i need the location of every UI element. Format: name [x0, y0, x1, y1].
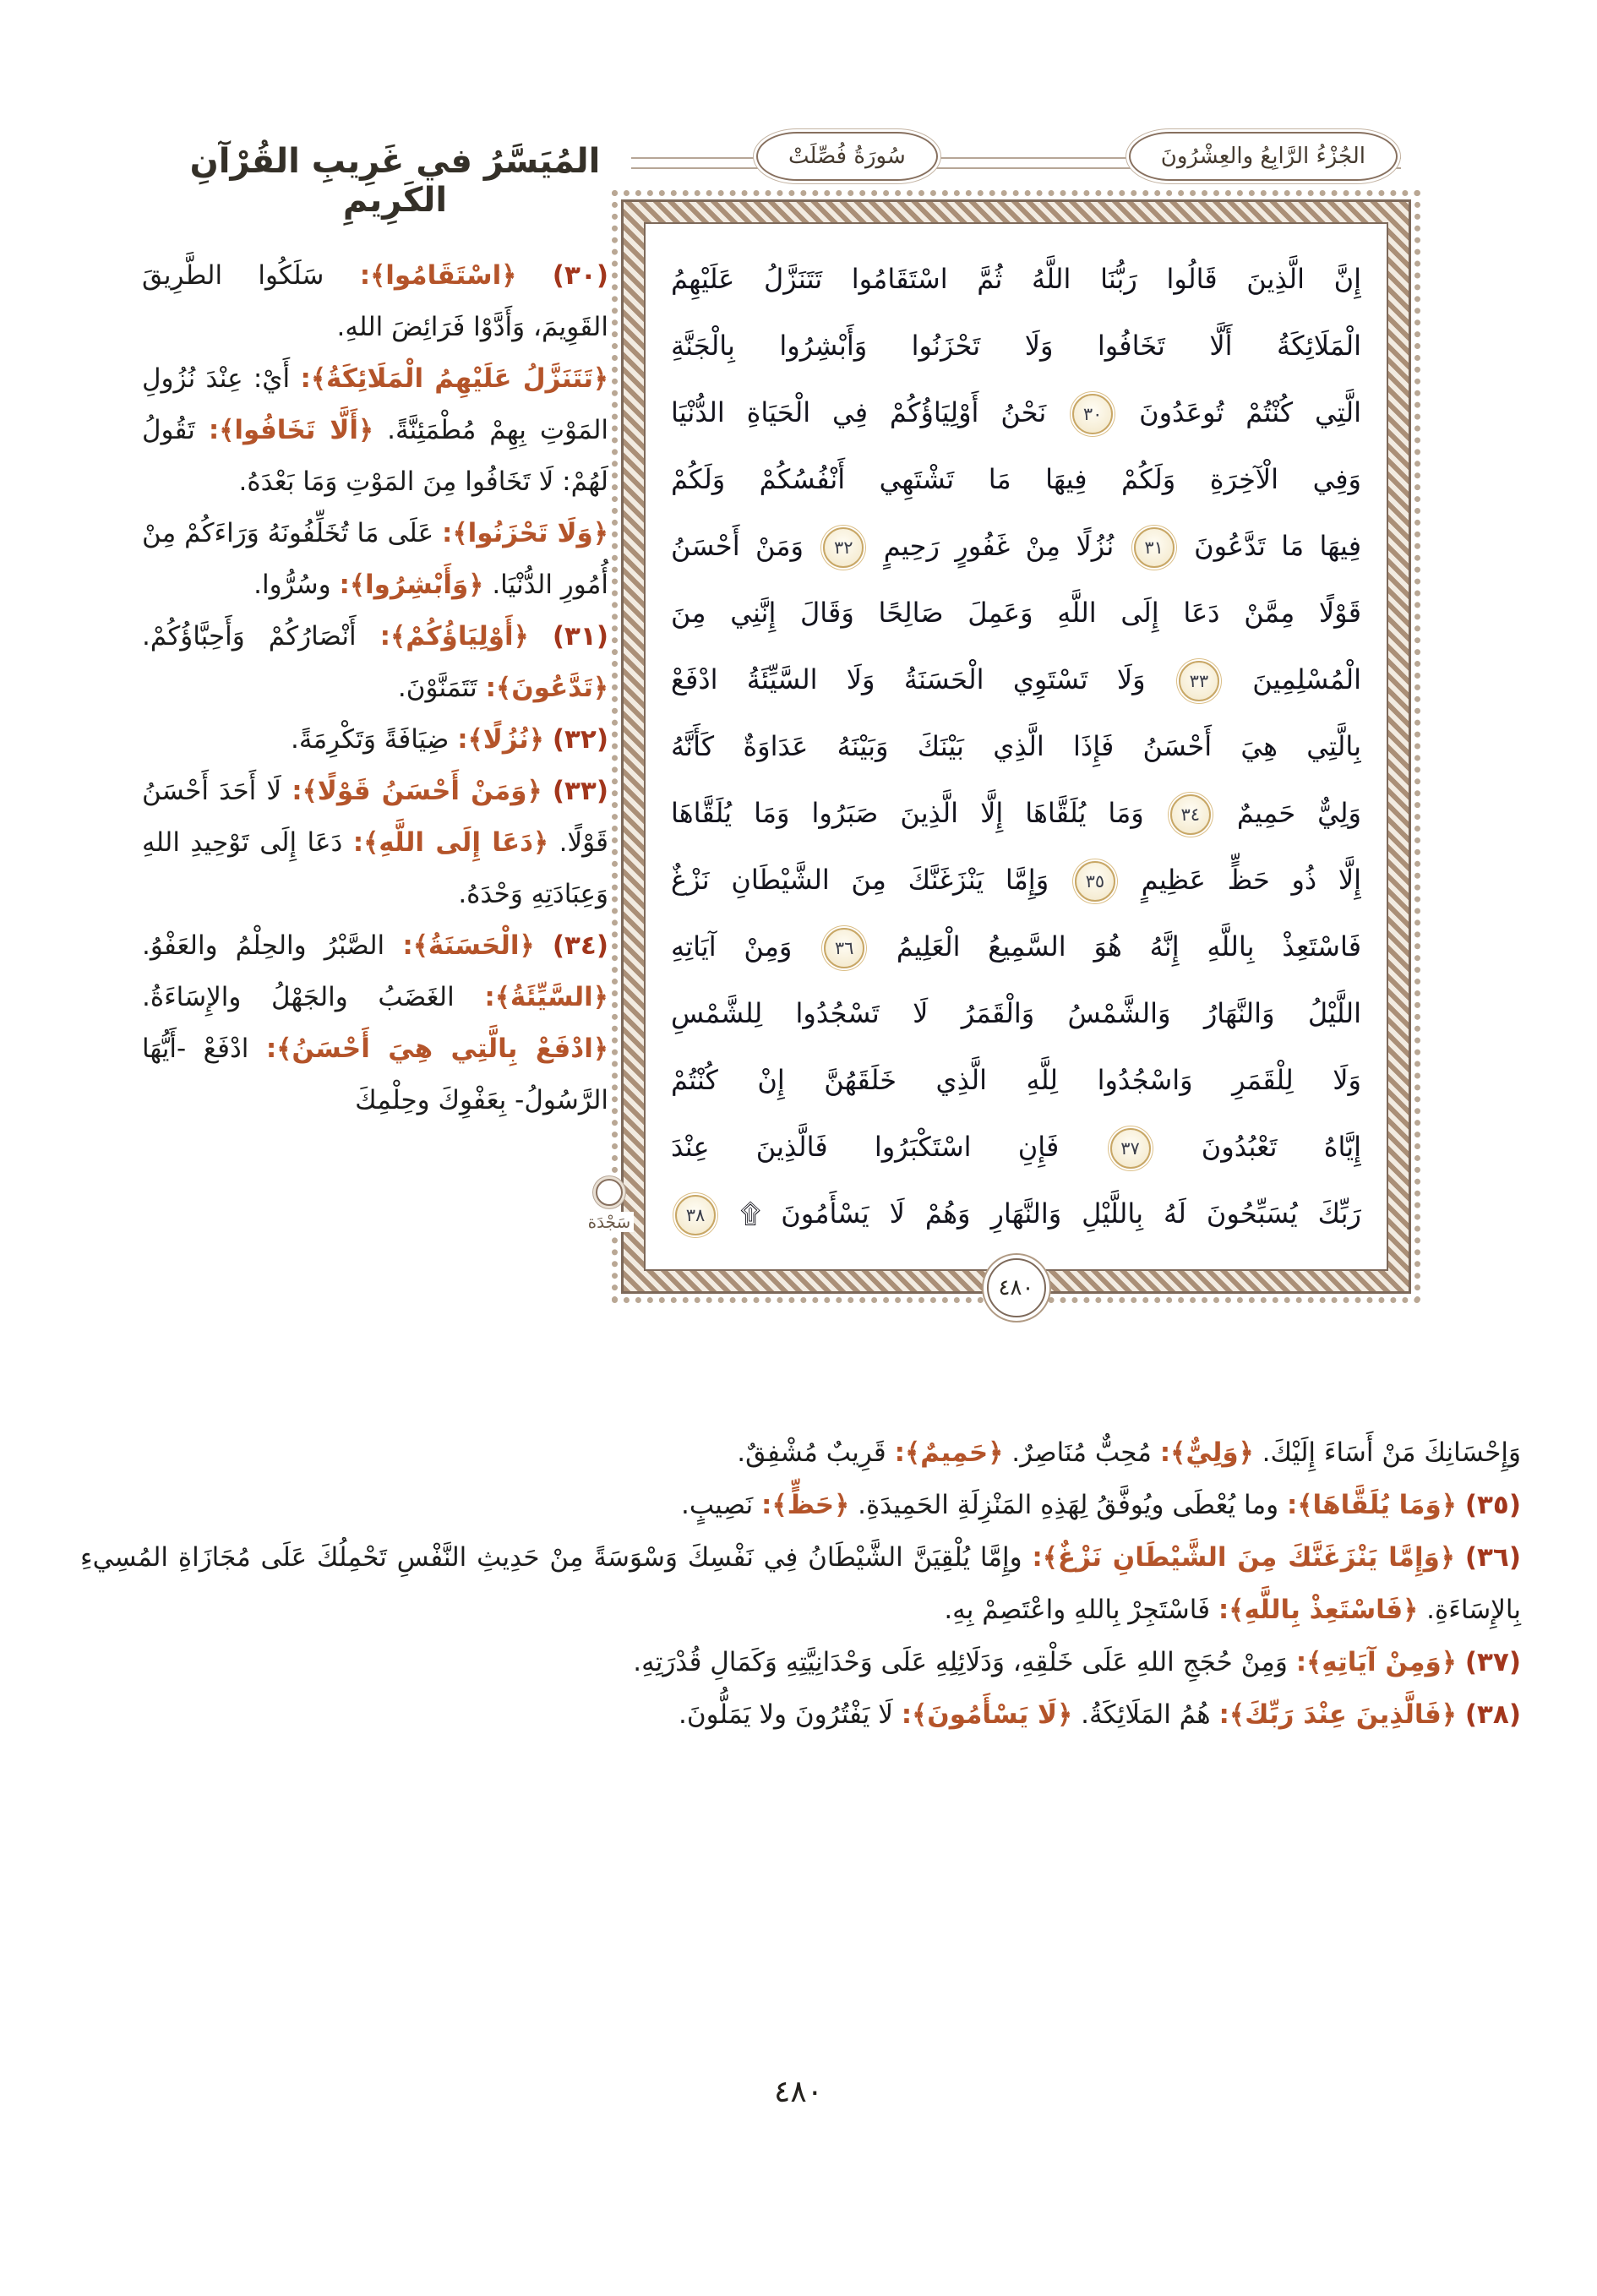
gloss-plain: تَتَمَنَّوْنَ. — [397, 673, 477, 703]
gloss-plain: وإِمَّا يُلْقِيَنَّ الشَّيْطَانُ فِي نَفْسِكَ وَسْوَسَةً مِنْ حَدِيثِ النَّفْسِ تَحْمِلُكَ عَلَى مُجَازَاةِ المُسِيءِ بِالإِسَاءَةِ. — [80, 1542, 1521, 1625]
mushaf-header-banner — [621, 127, 1411, 199]
quran-text: نُزُلًا مِنْ غَفُورٍ رَحِيمٍ — [883, 530, 1115, 562]
gloss-term: ﴿وَمَنْ أَحْسَنُ قَوْلًا﴾: — [292, 776, 542, 806]
gloss-term: ﴿وَإِمَّا يَنْزَغَنَّكَ مِنَ الشَّيْطَانِ نَزْغٌ﴾: — [1032, 1542, 1456, 1573]
quran-line — [671, 847, 1361, 913]
gloss-plain: وَمِنْ حُجَجِ اللهِ عَلَى خَلْقِهِ، وَدَلَائِلِهِ عَلَى وَحْدَانِيَّتِهِ وَكَمَالِ قُدْرَتِهِ. — [633, 1647, 1288, 1677]
gloss-plain: نَصِيبٍ. — [681, 1490, 754, 1520]
gloss-term: ﴿لَا يَسْأَمُونَ﴾: — [901, 1699, 1073, 1730]
gloss-plain: مُحِبٌّ مُنَاصِرٌ. — [1011, 1437, 1152, 1468]
gloss-plain: قَرِيبٌ مُشْفِقٌ. — [737, 1437, 886, 1468]
quran-line — [671, 1047, 1361, 1114]
quran-line — [671, 246, 1361, 313]
gloss-plain: لَا أَحَدَ أَحْسَنُ قَوْلًا. — [142, 776, 608, 858]
gloss-plain: الغَضَبُ والجَهْلُ والإِسَاءَةُ. — [142, 982, 455, 1012]
ayah-number-badge: ٣٢ — [823, 527, 864, 568]
gloss-term: ﴿وَأَبْشِرُوا﴾: — [339, 570, 484, 600]
gloss-entry — [80, 1479, 1521, 1531]
gloss-term: ﴿حَظٍّ﴾: — [761, 1490, 850, 1520]
gloss-entry — [142, 766, 608, 920]
ayah-number-badge: ٣٤ — [1170, 794, 1211, 835]
quran-text: إِنَّ الَّذِينَ قَالُوا رَبُّنَا اللَّهُ ثُمَّ اسْتَقَامُوا تَتَنَزَّلُ عَلَيْهِمُ — [671, 263, 1361, 295]
gloss-num: (٣٢) — [552, 724, 608, 755]
quran-text: وَلَا تَسْتَوِي الْحَسَنَةُ وَلَا السَّيِّئَةُ ادْفَعْ — [671, 663, 1146, 695]
gloss-term: ﴿فَاسْتَعِذْ بِاللَّهِ﴾: — [1218, 1595, 1419, 1625]
quran-text: إِلَّا ذُو حَظٍّ عَظِيمٍ — [1141, 864, 1361, 896]
gloss-term: ﴿السَّيِّئَةُ﴾: — [484, 982, 608, 1012]
quran-text: وَفِي الْآخِرَةِ وَلَكُمْ فِيهَا مَا تَشْتَهِي أَنْفُسُكُمْ وَلَكُمْ — [671, 463, 1361, 495]
gloss-term: ﴿تَدَّعُونَ﴾: — [485, 673, 608, 703]
gloss-num: (٣٤) — [552, 930, 609, 961]
quran-text: وَمَنْ أَحْسَنُ — [671, 530, 804, 562]
quran-text: فَاسْتَعِذْ بِاللَّهِ إِنَّهُ هُوَ السَّمِيعُ الْعَلِيمُ — [896, 930, 1361, 963]
quran-line — [671, 313, 1361, 379]
gloss-num: (٣١) — [552, 621, 608, 652]
quran-text: فَإِنِ اسْتَكْبَرُوا فَالَّذِينَ عِنْدَ — [671, 1131, 1060, 1163]
gloss-term: ﴿وَلَا تَحْزَنُوا﴾: — [442, 518, 608, 548]
quran-line — [671, 713, 1361, 780]
quran-line — [671, 980, 1361, 1047]
mushaf-text-area — [644, 222, 1388, 1271]
gloss-entry — [80, 1636, 1521, 1688]
quran-line — [671, 913, 1361, 980]
gloss-term: ﴿نُزُلًا﴾: — [457, 724, 544, 755]
gloss-term: ﴿وَمِنْ آيَاتِهِ﴾: — [1295, 1647, 1457, 1677]
gloss-term: ﴿وَلِيٌّ﴾: — [1159, 1437, 1254, 1468]
quran-line — [671, 646, 1361, 713]
quran-line — [671, 379, 1361, 446]
gloss-plain: دَعَا إِلَى تَوْحِيدِ اللهِ وَعِبَادَتِهِ وَحْدَهُ. — [142, 827, 608, 909]
quran-text: وَلَا لِلْقَمَرِ وَاسْجُدُوا لِلَّهِ الَّذِي خَلَقَهُنَّ إِنْ كُنْتُمْ — [671, 1064, 1361, 1096]
gloss-num: (٣٠) — [552, 260, 608, 291]
sajdah-marker — [577, 1179, 641, 1232]
quran-text: اللَّيْلُ وَالنَّهَارُ وَالشَّمْسُ وَالْقَمَرُ لَا تَسْجُدُوا لِلشَّمْسِ — [671, 997, 1361, 1029]
gloss-entry — [80, 1531, 1521, 1636]
gloss-term: ﴿اسْتَقَامُوا﴾: — [359, 260, 517, 291]
gloss-entry — [80, 1688, 1521, 1741]
quran-text: إِيَّاهُ تَعْبُدُونَ — [1201, 1131, 1361, 1163]
gloss-num: (٣٣) — [552, 776, 608, 806]
quran-line — [671, 446, 1361, 513]
gloss-entry — [142, 508, 608, 611]
ayah-number-badge: ٣٨ — [675, 1195, 716, 1235]
gloss-num: (٣٦) — [1464, 1542, 1522, 1573]
quran-text: رَبِّكَ يُسَبِّحُونَ لَهُ بِاللَّيْلِ وَالنَّهَارِ وَهُمْ لَا يَسْأَمُونَ ۩ — [739, 1197, 1361, 1230]
ayah-number-badge: ٣٠ — [1072, 394, 1113, 434]
quran-text: الْمُسْلِمِينَ — [1252, 663, 1361, 695]
quran-text: وَمَا يُلَقَّاهَا إِلَّا الَّذِينَ صَبَرُوا وَمَا يُلَقَّاهَا — [671, 797, 1144, 829]
quran-text: وَمِنْ آيَاتِهِ — [671, 930, 793, 963]
quran-text: وَإِمَّا يَنْزَغَنَّكَ مِنَ الشَّيْطَانِ نَزْغٌ — [671, 864, 1049, 896]
gloss-entry — [80, 1426, 1521, 1479]
gloss-term: ﴿فَالَّذِينَ عِنْدَ رَبِّكَ﴾: — [1218, 1699, 1457, 1730]
mushaf-frame — [587, 127, 1411, 1301]
gloss-term: ﴿الْحَسَنَةُ﴾: — [402, 930, 535, 961]
gloss-plain: هُمُ المَلَائِكَةُ. — [1081, 1699, 1211, 1730]
gloss-term: ﴿أَوْلِيَاؤُكُمْ﴾: — [379, 621, 529, 652]
gloss-plain: لَا يَفْتُرُونَ ولا يَمَلُّونَ. — [679, 1699, 893, 1730]
gloss-plain: وَإِحْسَانِكَ مَنْ أَسَاءَ إِلَيْكَ. — [1262, 1437, 1521, 1468]
ornate-border — [621, 199, 1411, 1294]
glossary-bottom-section — [80, 1426, 1521, 1741]
ayah-number-badge: ٣٥ — [1075, 861, 1115, 902]
gloss-plain: وسُرُّوا. — [253, 570, 331, 600]
gloss-plain: أَيْ: عِنْدَ نُزُولِ المَوْتِ بِهِمْ مُطْمَئِنَّةً. — [142, 363, 608, 445]
ayah-number-badge: ٣٦ — [824, 928, 864, 968]
quran-text: الَّتِي كُنْتُمْ تُوعَدُونَ — [1139, 396, 1361, 428]
gloss-entry — [142, 250, 608, 353]
sajdah-label: سَجْدَة — [585, 1212, 635, 1232]
juz-label: الجُزْءُ الرَّابِعُ والعِشْرُونَ — [1129, 132, 1398, 181]
quran-line — [671, 513, 1361, 580]
gloss-term: ﴿ادْفَعْ بِالَّتِي هِيَ أَحْسَنُ﴾: — [265, 1033, 608, 1064]
gloss-plain: وما يُعْطَى ويُوفَّقُ لِهَذِهِ المَنْزِلَةِ الحَمِيدَةِ. — [858, 1490, 1279, 1520]
gloss-term: ﴿تَتَنَزَّلُ عَلَيْهِمُ الْمَلَائِكَةُ﴾: — [300, 363, 609, 394]
ayah-number-badge: ٣٣ — [1179, 661, 1219, 701]
quran-line — [671, 780, 1361, 847]
quran-text: قَوْلًا مِمَّنْ دَعَا إِلَى اللَّهِ وَعَمِلَ صَالِحًا وَقَالَ إِنَّنِي مِنَ — [671, 597, 1361, 629]
gloss-entry — [142, 611, 608, 714]
gloss-plain: فَاسْتَجِرْ بِاللهِ واعْتَصِمْ بِهِ. — [944, 1595, 1211, 1625]
gloss-plain: عَلَى مَا تُخَلِّفُونَهُ وَرَاءَكُمْ مِنْ أُمُورِ الدُّنْيَا. — [142, 518, 608, 600]
gloss-num: (٣٧) — [1464, 1647, 1521, 1677]
gloss-plain: ادْفَعْ -أَيُّهَا الرَّسُولُ- بِعَفْوِكَ وحِلْمِكَ — [142, 1033, 608, 1115]
ayah-number-badge: ٣٧ — [1110, 1128, 1151, 1169]
gloss-num: (٣٨) — [1464, 1699, 1521, 1730]
quran-line — [671, 1181, 1361, 1247]
gloss-plain: تَقُولُ لَهُمْ: لَا تَخَافُوا مِنَ المَوْتِ وَمَا بَعْدَهُ. — [142, 415, 608, 497]
gloss-term: ﴿أَلَّا تَخَافُوا﴾: — [208, 415, 374, 445]
gloss-plain: ضِيَافَةً وَتَكْرِمَةً. — [291, 724, 450, 755]
quran-text: الْمَلَائِكَةُ أَلَّا تَخَافُوا وَلَا تَحْزَنُوا وَأَبْشِرُوا بِالْجَنَّةِ — [671, 330, 1361, 362]
quran-line — [671, 1114, 1361, 1181]
surah-label: سُورَةُ فُصِّلَتْ — [756, 132, 938, 181]
gloss-num: (٣٥) — [1464, 1490, 1521, 1520]
quran-text: بِالَّتِي هِيَ أَحْسَنُ فَإِذَا الَّذِي بَيْنَكَ وَبَيْنَهُ عَدَاوَةٌ كَأَنَّهُ — [671, 730, 1361, 762]
mushaf-page-number: ٤٨٠ — [987, 1258, 1046, 1317]
quran-text: نَحْنُ أَوْلِيَاؤُكُمْ فِي الْحَيَاةِ الدُّنْيَا — [671, 396, 1047, 428]
gloss-term: ﴿دَعَا إِلَى اللَّهِ﴾: — [352, 827, 549, 858]
gloss-entry — [142, 714, 608, 766]
sajdah-ornament-icon — [596, 1179, 623, 1206]
page-number: ٤٨٠ — [773, 2075, 823, 2109]
quran-text: وَلِيٌّ حَمِيمٌ — [1236, 797, 1361, 829]
gloss-entry — [142, 353, 608, 508]
quran-text: فِيهَا مَا تَدَّعُونَ — [1194, 530, 1361, 562]
book-title: المُيَسَّرُ في غَرِيبِ القُرْآنِ الكَرِيمِ — [189, 142, 601, 220]
gloss-term: ﴿وَمَا يُلَقَّاهَا﴾: — [1286, 1490, 1457, 1520]
gloss-plain: سَلَكُوا الطَّرِيقَ القَوِيمَ، وَأَدَّوْا فَرَائِضَ اللهِ. — [142, 260, 608, 342]
glossary-left-column — [142, 250, 608, 1126]
ayah-number-badge: ٣١ — [1134, 527, 1175, 568]
gloss-plain: الصَّبْرُ والحِلْمُ والعَفْوُ. — [142, 930, 385, 961]
gloss-term: ﴿حَمِيمٌ﴾: — [894, 1437, 1004, 1468]
quran-line — [671, 580, 1361, 646]
gloss-plain: أَنْصَارُكُمْ وَأَحِبَّاؤُكُمْ. — [142, 621, 357, 652]
gloss-entry — [142, 920, 608, 1126]
